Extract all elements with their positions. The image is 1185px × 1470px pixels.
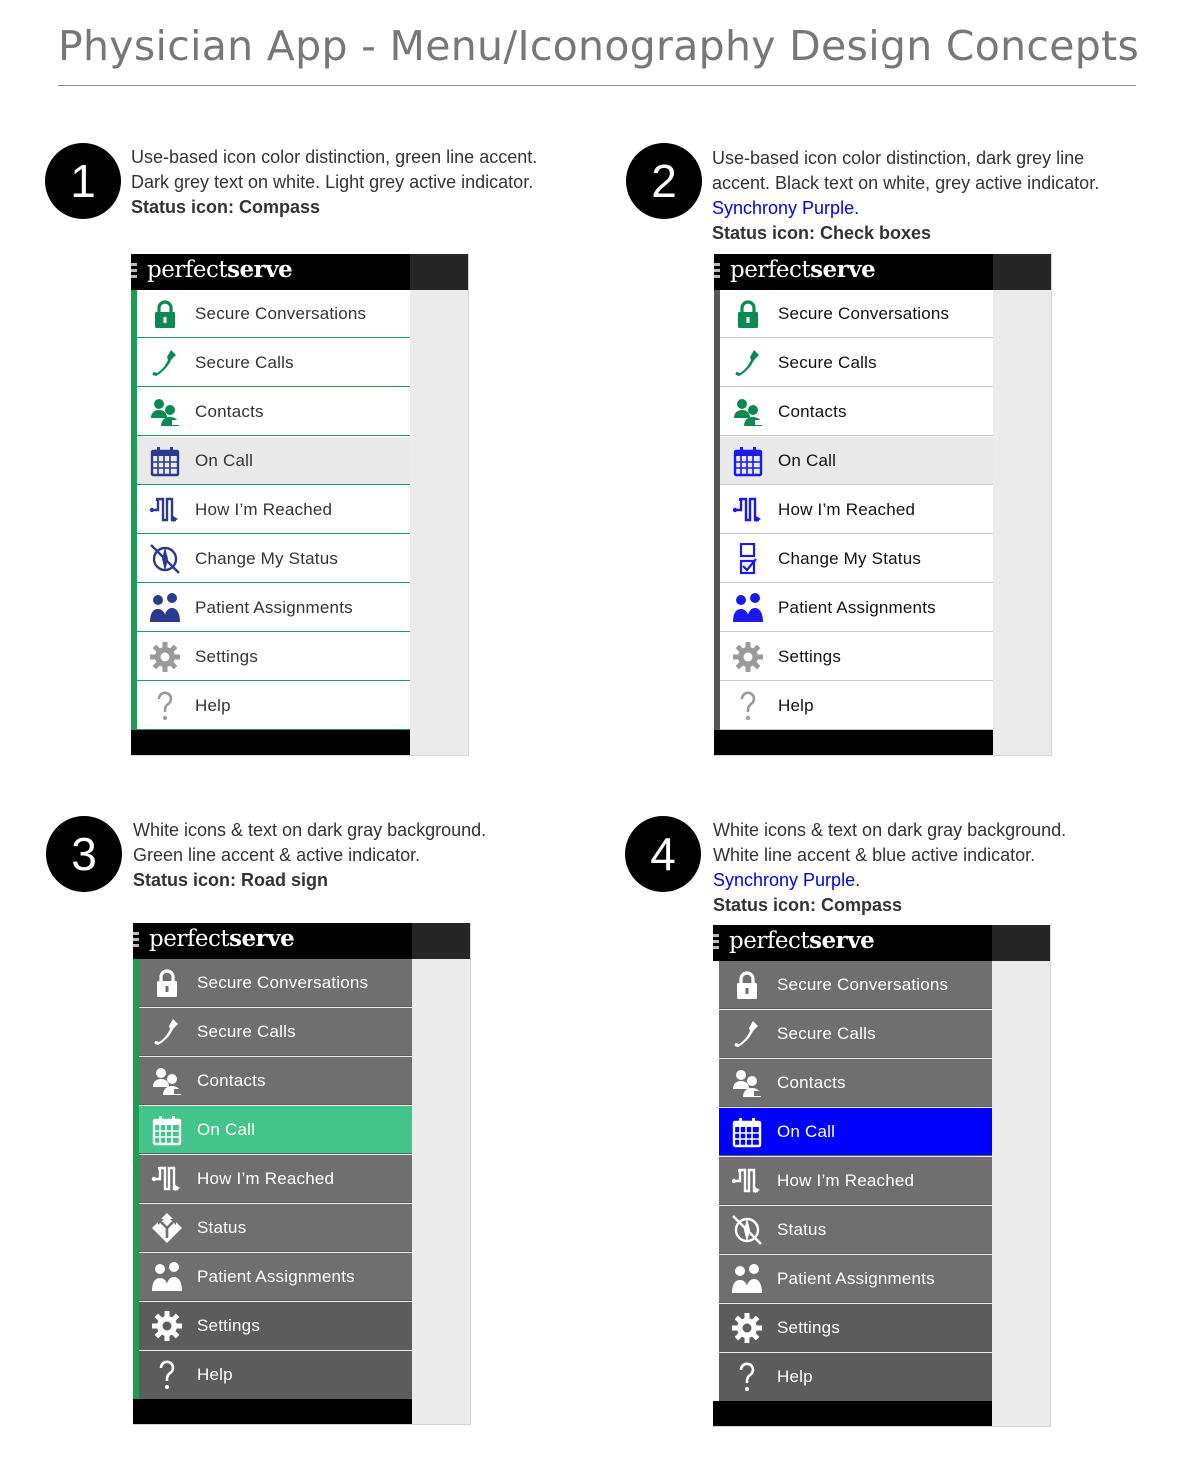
phone-icon	[722, 1010, 772, 1058]
brand-light: perfect	[147, 257, 228, 283]
menu-item-compass[interactable]	[719, 1206, 992, 1254]
lock-icon	[140, 290, 190, 338]
menu-item-lock[interactable]	[139, 959, 412, 1007]
question-icon	[722, 1353, 772, 1401]
concept-number-4: 4	[625, 816, 701, 892]
menu-item-patients[interactable]	[137, 584, 410, 632]
brand-light: perfect	[149, 926, 230, 952]
menu-item-label: Patient Assignments	[195, 597, 353, 617]
brand-logo	[147, 256, 292, 283]
status-icon-note: Status icon: Compass	[713, 895, 903, 915]
menu-item-contacts[interactable]	[139, 1057, 412, 1105]
menu-mockup-4	[713, 925, 1051, 1428]
gear-icon	[140, 633, 190, 681]
contacts-icon	[142, 1057, 192, 1105]
gear-icon	[723, 633, 773, 681]
phone-icon	[140, 339, 190, 387]
header-overflow	[410, 254, 468, 290]
menu-item-label: Patient Assignments	[778, 597, 936, 617]
menu-item-label: On Call	[195, 450, 254, 470]
nav-drawer	[713, 961, 992, 1401]
menu-item-label: Contacts	[777, 1072, 846, 1092]
menu-item-label: Settings	[197, 1315, 261, 1335]
routing-icon	[723, 486, 773, 534]
menu-item-gear[interactable]	[720, 633, 993, 681]
menu-item-question[interactable]	[139, 1351, 412, 1399]
menu-item-label: Status	[777, 1219, 827, 1239]
question-icon	[142, 1351, 192, 1399]
contacts-icon	[723, 388, 773, 436]
compass-icon	[140, 535, 190, 583]
menu-item-calendar[interactable]	[137, 437, 410, 485]
routing-icon	[142, 1155, 192, 1203]
menu-item-contacts[interactable]	[137, 388, 410, 436]
menu-item-calendar[interactable]	[139, 1106, 412, 1154]
menu-item-question[interactable]	[720, 682, 993, 730]
menu-item-phone[interactable]	[139, 1008, 412, 1056]
desc-line: Use-based icon color distinction, dark grey line	[712, 148, 1085, 168]
brand-bold: serve	[809, 927, 875, 954]
bottom-bar	[714, 730, 993, 755]
menu-item-routing[interactable]	[137, 486, 410, 534]
menu-item-road-sign[interactable]	[139, 1204, 412, 1252]
desc-line: White icons & text on dark gray background.	[133, 820, 487, 840]
checkbox-icon	[723, 535, 773, 583]
road-sign-icon	[142, 1204, 192, 1252]
drag-handle[interactable]	[131, 263, 137, 280]
bottom-bar	[133, 1399, 412, 1424]
concept-number-3: 3	[46, 816, 122, 892]
desc-line: Dark grey text on white. Light grey active indicator.	[131, 172, 534, 192]
desc-line: White icons & text on dark gray background.	[713, 820, 1067, 840]
menu-item-label: On Call	[778, 450, 837, 470]
menu-item-routing[interactable]	[719, 1157, 992, 1205]
desc-line: Green line accent & active indicator.	[133, 845, 421, 865]
menu-item-label: Change My Status	[778, 548, 922, 568]
menu-item-contacts[interactable]	[719, 1059, 992, 1107]
menu-item-gear[interactable]	[137, 633, 410, 681]
menu-item-label: Settings	[777, 1317, 841, 1337]
synchrony-purple-note: Synchrony Purple.	[712, 198, 860, 218]
header-overflow	[992, 925, 1050, 961]
patients-icon	[723, 584, 773, 632]
menu-item-patients[interactable]	[139, 1253, 412, 1301]
lock-icon	[723, 290, 773, 338]
menu-item-label: Settings	[195, 646, 259, 666]
drag-handle[interactable]	[133, 932, 139, 949]
menu-item-patients[interactable]	[719, 1255, 992, 1303]
routing-icon	[140, 486, 190, 534]
menu-item-label: Secure Calls	[778, 352, 877, 372]
compass-icon	[722, 1206, 772, 1254]
menu-item-contacts[interactable]	[720, 388, 993, 436]
menu-item-question[interactable]	[137, 682, 410, 730]
menu-item-phone[interactable]	[720, 339, 993, 387]
desc-line: Use-based icon color distinction, green line accent.	[131, 147, 538, 167]
menu-item-checkbox[interactable]	[720, 535, 993, 583]
menu-item-compass[interactable]	[137, 535, 410, 583]
menu-item-question[interactable]	[719, 1353, 992, 1401]
calendar-icon	[723, 437, 773, 485]
nav-drawer	[131, 290, 410, 730]
phone-icon	[723, 339, 773, 387]
menu-item-label: Contacts	[195, 401, 264, 421]
menu-item-routing[interactable]	[139, 1155, 412, 1203]
menu-item-label: Contacts	[197, 1070, 266, 1090]
menu-item-label: On Call	[777, 1121, 836, 1141]
app-header	[713, 925, 992, 961]
routing-icon	[722, 1157, 772, 1205]
status-icon-note: Status icon: Road sign	[133, 870, 329, 890]
calendar-icon	[140, 437, 190, 485]
menu-item-phone[interactable]	[137, 339, 410, 387]
menu-item-label: How I’m Reached	[197, 1168, 335, 1188]
menu-item-label: Status	[197, 1217, 247, 1237]
calendar-icon	[142, 1106, 192, 1154]
question-icon	[723, 682, 773, 730]
app-header	[131, 254, 410, 290]
status-icon-note: Status icon: Compass	[131, 197, 321, 217]
status-icon-note: Status icon: Check boxes	[712, 223, 932, 243]
calendar-icon	[722, 1108, 772, 1156]
nav-drawer	[714, 290, 993, 730]
gear-icon	[142, 1302, 192, 1350]
concept-1-description	[131, 145, 537, 220]
menu-item-label: Secure Calls	[197, 1021, 296, 1041]
concept-4-description	[713, 818, 1066, 918]
concept-3-description	[133, 818, 486, 893]
menu-item-label: Secure Conversations	[195, 303, 367, 323]
menu-item-calendar[interactable]	[720, 437, 993, 485]
menu-item-label: How I’m Reached	[777, 1170, 915, 1190]
phone-icon	[142, 1008, 192, 1056]
menu-item-label: Change My Status	[195, 548, 339, 568]
menu-item-lock[interactable]	[137, 290, 410, 338]
menu-item-label: Patient Assignments	[197, 1266, 355, 1286]
brand-logo	[729, 927, 874, 954]
brand-bold: serve	[810, 256, 876, 283]
menu-item-label: Secure Conversations	[197, 972, 369, 992]
app-header	[133, 923, 412, 959]
page-title: Physician App - Menu/Iconography Design Concepts	[58, 22, 1140, 70]
concept-number-1: 1	[45, 143, 121, 219]
patients-icon	[722, 1255, 772, 1303]
drag-handle[interactable]	[713, 934, 719, 951]
menu-item-gear[interactable]	[719, 1304, 992, 1352]
patients-icon	[140, 584, 190, 632]
menu-item-label: On Call	[197, 1119, 256, 1139]
brand-logo	[149, 925, 294, 952]
bottom-bar	[131, 730, 410, 755]
menu-item-routing[interactable]	[720, 486, 993, 534]
contacts-icon	[140, 388, 190, 436]
nav-drawer	[133, 959, 412, 1399]
brand-logo	[730, 256, 875, 283]
desc-line: White line accent & blue active indicator.	[713, 845, 1036, 865]
menu-item-gear[interactable]	[139, 1302, 412, 1350]
menu-item-label: Secure Conversations	[778, 303, 950, 323]
drag-handle[interactable]	[714, 263, 720, 280]
question-icon	[140, 682, 190, 730]
gear-icon	[722, 1304, 772, 1352]
concept-number-2: 2	[626, 143, 702, 219]
bottom-bar	[713, 1401, 992, 1426]
header-overflow	[412, 923, 470, 959]
app-header	[714, 254, 993, 290]
brand-light: perfect	[729, 928, 810, 954]
concept-2-description	[712, 146, 1099, 246]
contacts-icon	[722, 1059, 772, 1107]
menu-mockup-2	[714, 254, 1052, 757]
menu-item-label: Settings	[778, 646, 842, 666]
menu-item-label: Secure Calls	[777, 1023, 876, 1043]
menu-mockup-3	[133, 923, 471, 1426]
brand-light: perfect	[730, 257, 811, 283]
brand-bold: serve	[229, 925, 295, 952]
header-overflow	[993, 254, 1051, 290]
menu-item-lock[interactable]	[719, 961, 992, 1009]
patients-icon	[142, 1253, 192, 1301]
menu-mockup-1	[131, 254, 469, 757]
lock-icon	[722, 961, 772, 1009]
menu-item-phone[interactable]	[719, 1010, 992, 1058]
menu-item-label: Secure Calls	[195, 352, 294, 372]
desc-line: accent. Black text on white, grey active indicator.	[712, 173, 1100, 193]
menu-item-label: Help	[777, 1366, 813, 1386]
menu-item-lock[interactable]	[720, 290, 993, 338]
menu-item-label: Help	[778, 695, 814, 715]
menu-item-label: Secure Conversations	[777, 974, 949, 994]
menu-item-label: Help	[195, 695, 231, 715]
title-divider	[58, 85, 1136, 86]
menu-item-label: Patient Assignments	[777, 1268, 935, 1288]
menu-item-label: How I’m Reached	[778, 499, 916, 519]
menu-item-label: Help	[197, 1364, 233, 1384]
lock-icon	[142, 959, 192, 1007]
synchrony-purple-note: Synchrony Purple.	[713, 870, 861, 890]
menu-item-calendar[interactable]	[719, 1108, 992, 1156]
brand-bold: serve	[227, 256, 293, 283]
menu-item-label: How I’m Reached	[195, 499, 333, 519]
menu-item-label: Contacts	[778, 401, 847, 421]
menu-item-patients[interactable]	[720, 584, 993, 632]
